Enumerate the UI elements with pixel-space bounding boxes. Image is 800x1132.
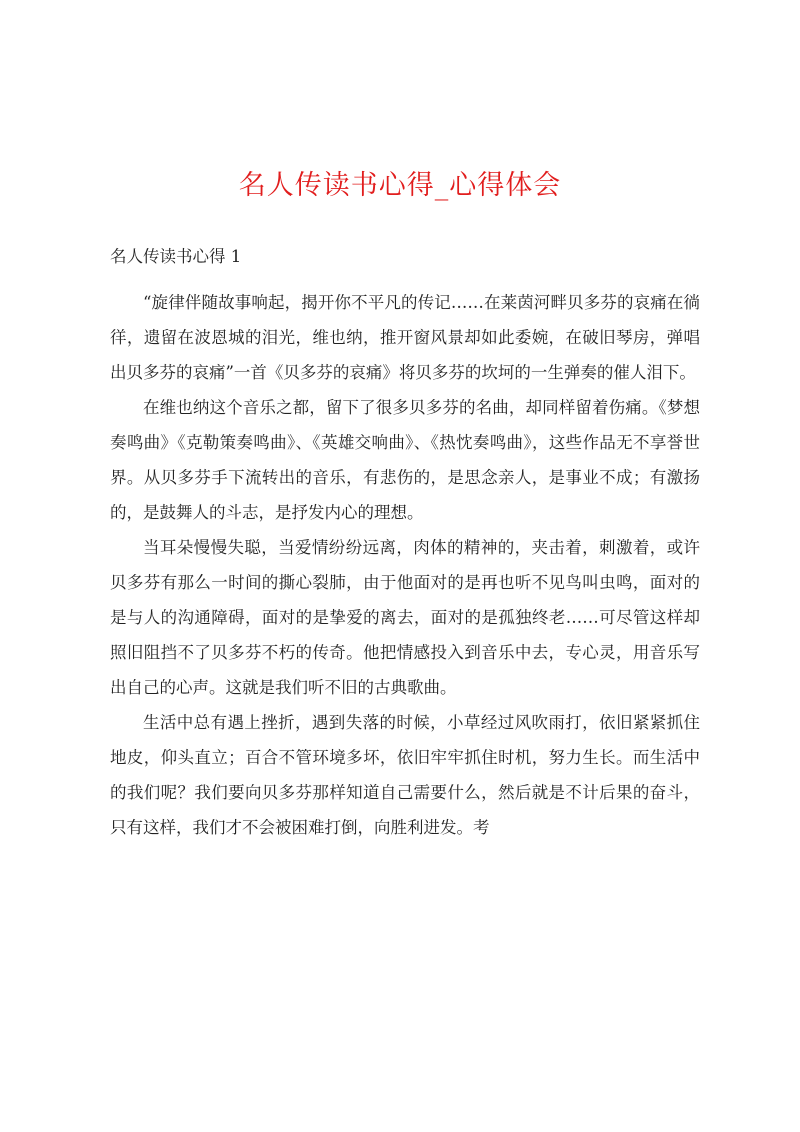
document-title: 名人传读书心得_心得体会 [238,170,562,201]
paragraph-4: 生活中总有遇上挫折，遇到失落的时候，小草经过风吹雨打，依旧紧紧抓住地皮，仰头直立；百合不管环境多坏，依旧牢牢抓住时机，努力生长。而生活中的我们呢？我们要向贝多芬那样知道自己需要什么，然后就是不计后果的奋斗，只有这样，我们才不会被困难打倒，向胜利进发。考 [110,713,700,837]
section-heading: 名人传读书心得 1 [110,247,242,266]
paragraph-1: “旋律伴随故事响起，揭开你不平凡的传记……在莱茵河畔贝多芬的哀痛在徜徉，遗留在波恩城的泪光，维也纳，推开窗风景却如此委婉，在破旧琴房，弹唱出贝多芬的哀痛”一首《贝多芬的哀痛》将贝多芬的坎坷的一生弹奏的催人泪下。 [110,293,700,382]
document-body [110,285,700,845]
paragraph-2: 在维也纳这个音乐之都，留下了很多贝多芬的名曲，却同样留着伤痛。《梦想奏鸣曲》《克勒策奏鸣曲》、《英雄交响曲》、《热忱奏鸣曲》，这些作品无不享誉世界。从贝多芬手下流转出的音乐，有悲伤的，是思念亲人，是事业不成；有激扬的，是鼓舞人的斗志，是抒发内心的理想。 [110,398,700,522]
paragraph-3: 当耳朵慢慢失聪，当爱情纷纷远离，肉体的精神的，夹击着，刺激着，或许贝多芬有那么一时间的撕心裂肺，由于他面对的是再也听不见鸟叫虫鸣，面对的是与人的沟通障碍，面对的是挚爱的离去，面对的是孤独终老……可尽管这样却照旧阻挡不了贝多芬不朽的传奇。他把情感投入到音乐中去，专心灵，用音乐写出自己的心声。这就是我们听不旧的古典歌曲。 [110,538,700,697]
